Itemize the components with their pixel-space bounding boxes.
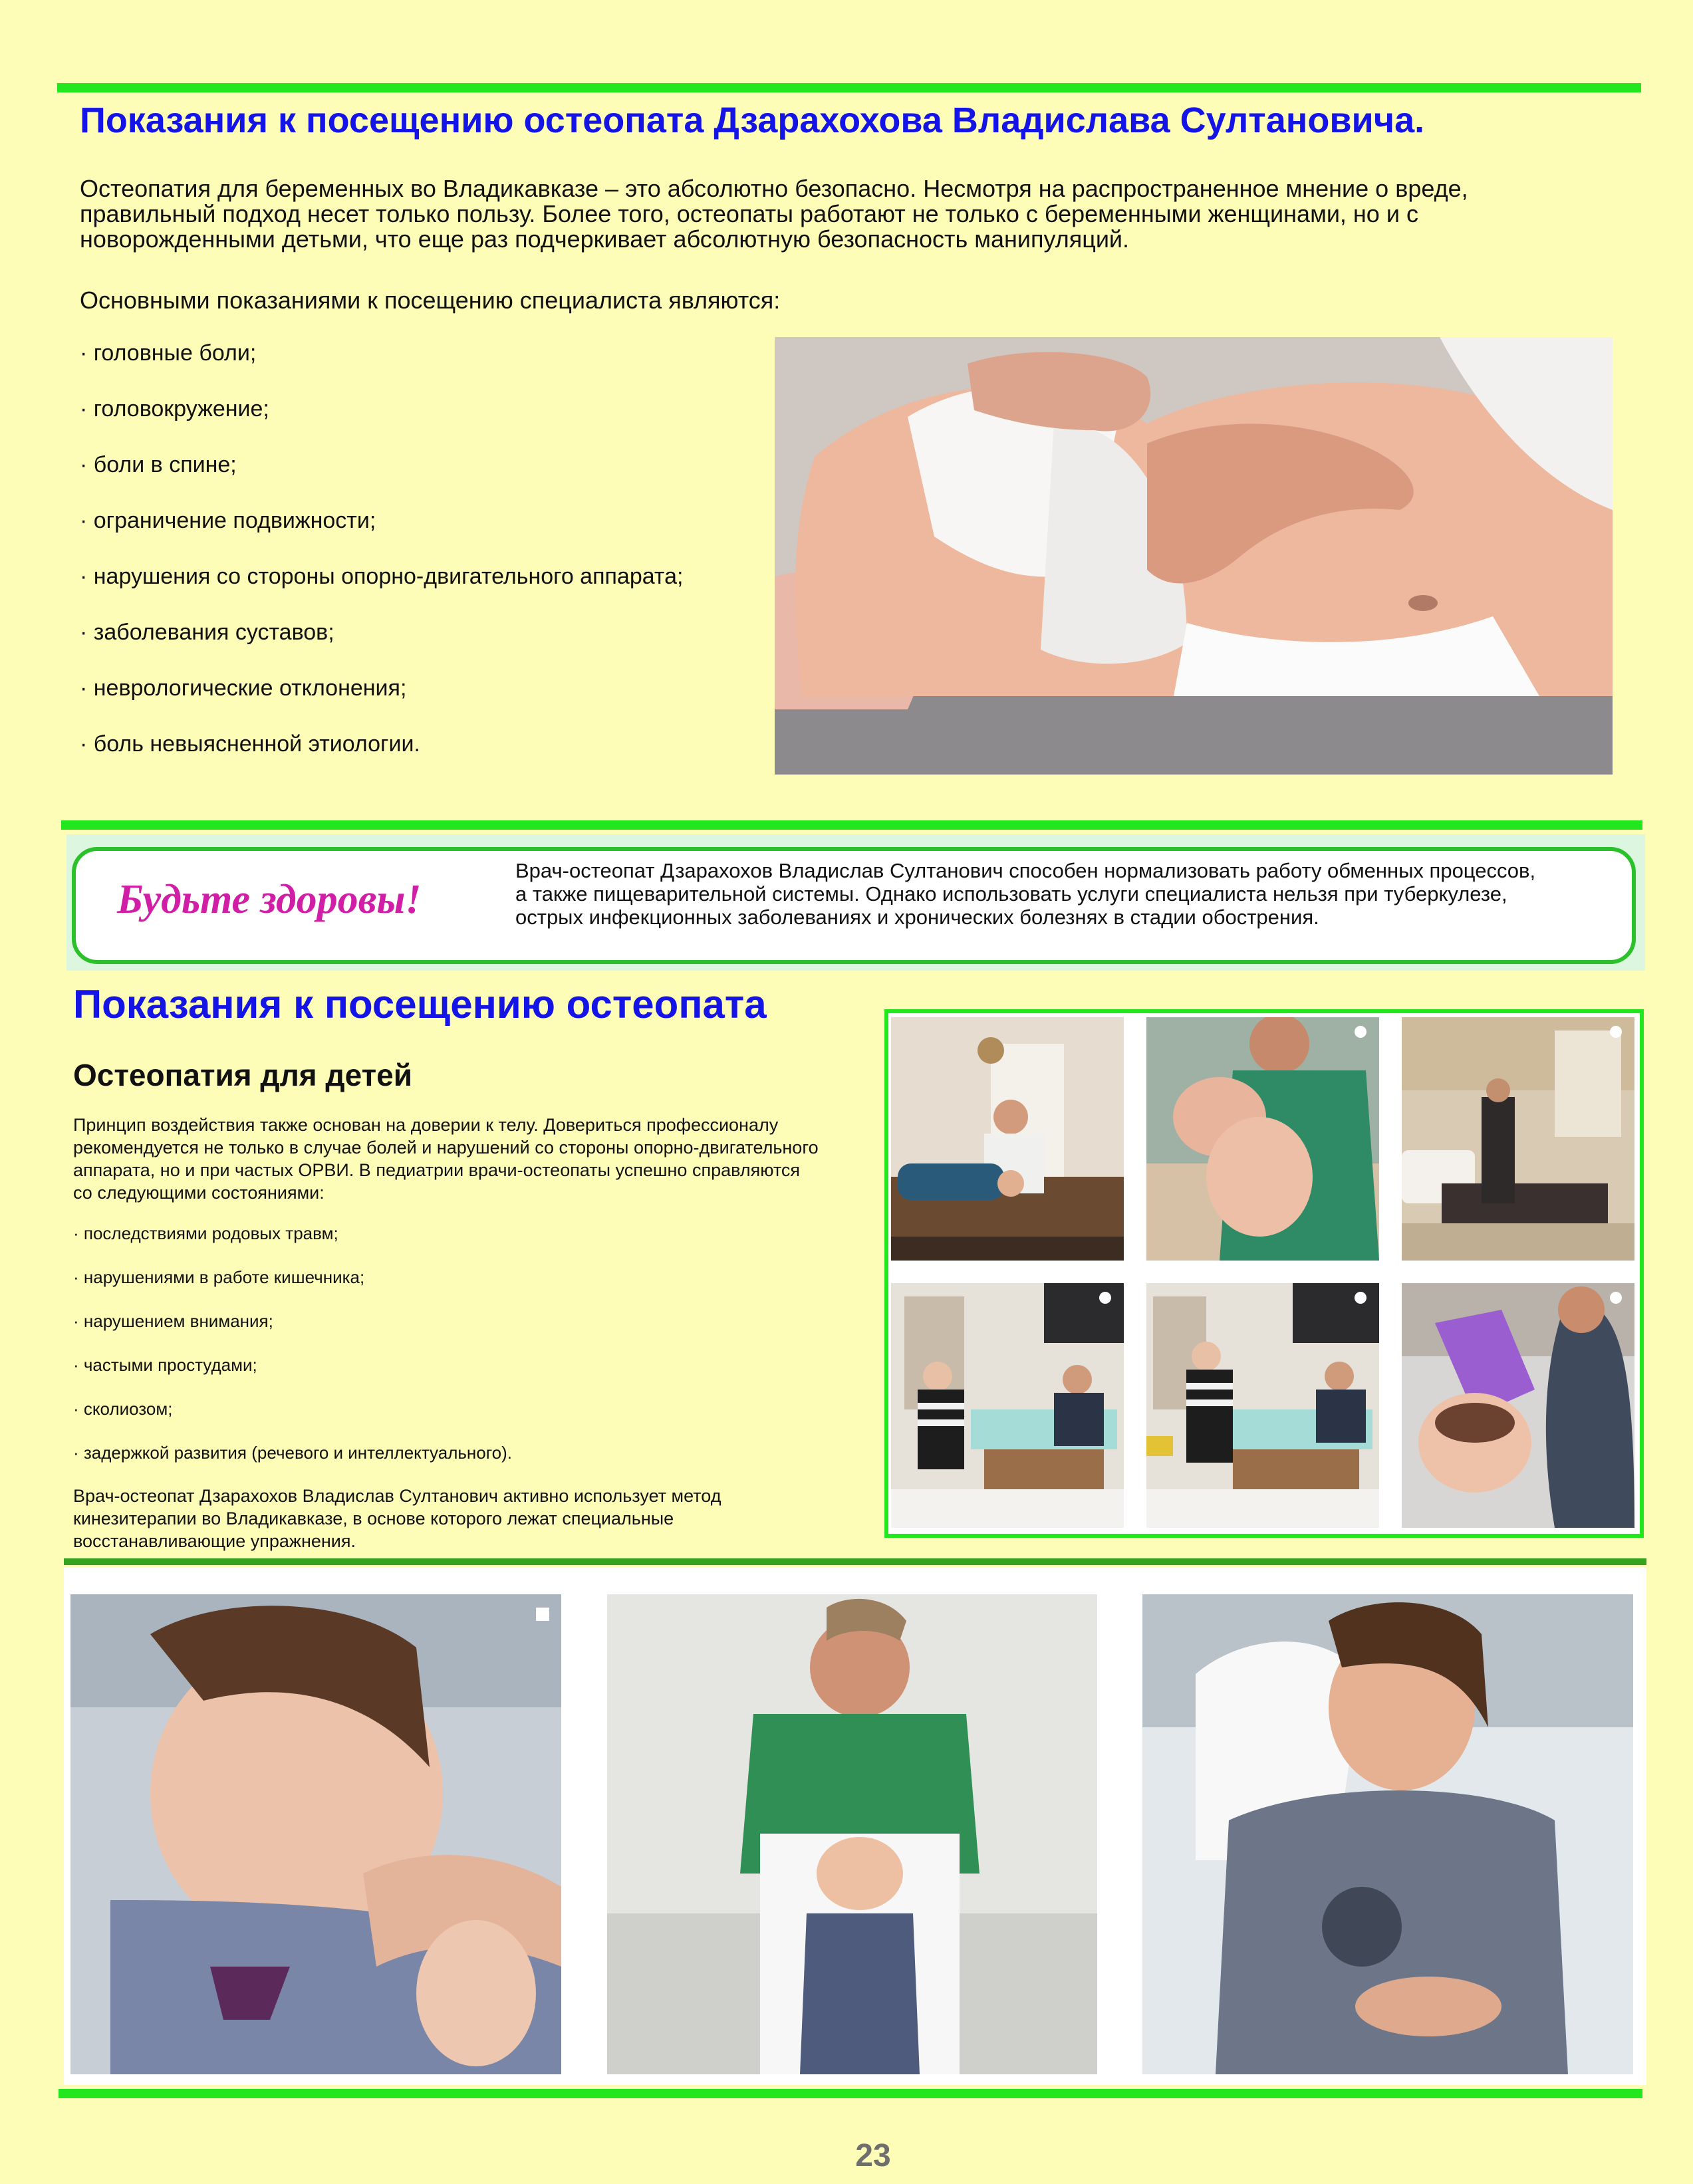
intro-line: новорожденными детьми, что еще раз подчеркивает абсолютную безопасность манипуляций. (80, 225, 1130, 253)
list-item: · последствиями родовых травм; (73, 1223, 338, 1243)
list-item: · неврологические отклонения; (80, 675, 407, 701)
section1-title: Показания к посещению остеопата Дзарахохова Владислава Султановича. (80, 100, 1425, 140)
list-item: · головные боли; (80, 340, 257, 366)
outro-line: кинезитерапии во Владикавказе, в основе которого лежат специальные (73, 1509, 674, 1528)
bottom-divider (59, 2089, 1642, 2098)
bottom-divider-top (64, 1558, 1646, 1565)
grid-photo (891, 1017, 1124, 1261)
list-item: · боли в спине; (80, 452, 237, 477)
intro-line: Остеопатия для беременных во Владикавказе – это абсолютно безопасно. Несмотря на распространенное мнение о вреде, (80, 175, 1468, 202)
outro-line: Врач-остеопат Дзарахохов Владислав Султанович активно использует метод (73, 1486, 721, 1506)
banner-line: острых инфекционных заболеваниях и хронических болезнях в стадии обострения. (515, 906, 1319, 929)
top-divider (57, 83, 1641, 92)
banner-slogan: Будьте здоровы! (117, 877, 422, 922)
child-session-photo-1 (70, 1594, 561, 2074)
grid-photo (1146, 1017, 1379, 1261)
list-item: · нарушением внимания; (73, 1311, 273, 1331)
banner-line: а также пищеварительной системы. Однако использовать услуги специалиста нельзя при туберкулезе, (515, 882, 1507, 906)
grid-photo (891, 1283, 1124, 1528)
section2-outro (73, 1485, 891, 1552)
banner-line: Врач-остеопат Дзарахохов Владислав Султанович способен нормализовать работу обменных процессов, (515, 859, 1536, 882)
section2-title: Показания к посещению остеопата (73, 982, 767, 1027)
child-session-photo-3 (1142, 1594, 1633, 2074)
outro-line: восстанавливающие упражнения. (73, 1531, 356, 1551)
section1-intro (80, 176, 1609, 252)
page-number: 23 (855, 2138, 891, 2173)
intro-line: рекомендуется не только в случае болей и нарушений со стороны опорно-двигательного (73, 1138, 819, 1157)
grid-photo (1402, 1017, 1634, 1261)
list-item: · сколиозом; (73, 1399, 173, 1419)
list-item: · частыми простудами; (73, 1355, 257, 1375)
intro-line: Принцип воздействия также основан на доверии к телу. Довериться профессионалу (73, 1115, 779, 1135)
pregnancy-osteopathy-photo (775, 337, 1613, 775)
list-item: · заболевания суставов; (80, 620, 334, 645)
banner-text (515, 859, 1632, 929)
list-item: · головокружение; (80, 396, 269, 422)
intro-line: аппарата, но и при частых ОРВИ. В педиатрии врачи-остеопаты успешно справляются (73, 1160, 801, 1180)
grid-photo (1146, 1283, 1379, 1528)
list-item: · боль невыясненной этиологии. (80, 731, 420, 757)
child-session-photo-2 (607, 1594, 1097, 2074)
banner-top-divider (61, 820, 1642, 830)
list-item: · нарушениями в работе кишечника; (73, 1267, 365, 1287)
list-item: · ограничение подвижности; (80, 508, 376, 533)
intro-line: правильный подход несет только пользу. Более того, остеопаты работают не только с беременными женщинами, но и с (80, 200, 1418, 227)
section2-subtitle: Остеопатия для детей (73, 1058, 412, 1092)
list-item: · нарушения со стороны опорно-двигательного аппарата; (80, 564, 684, 589)
section1-lead: Основными показаниями к посещению специалиста являются: (80, 287, 781, 314)
list-item: · задержкой развития (речевого и интеллектуального). (73, 1443, 513, 1463)
section2-intro (73, 1114, 891, 1204)
intro-line: со следующими состояниями: (73, 1183, 325, 1203)
grid-photo (1402, 1283, 1634, 1528)
